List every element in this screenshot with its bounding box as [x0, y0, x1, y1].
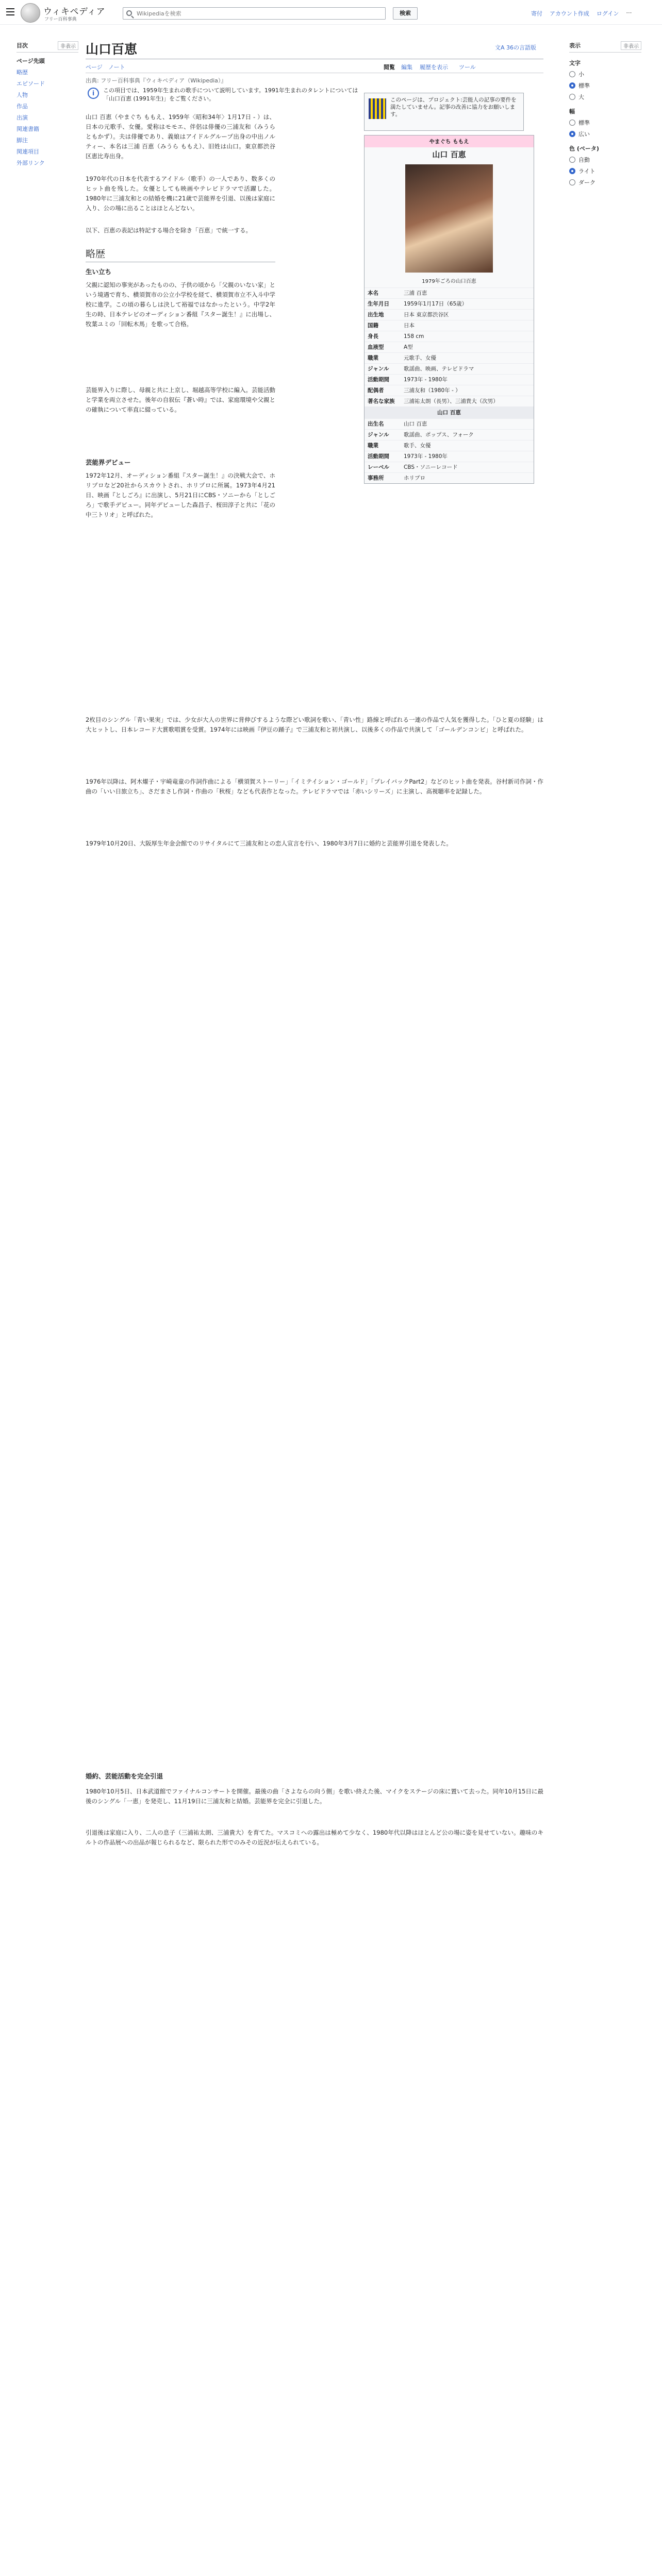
search-icon — [126, 10, 132, 16]
debut-paragraph-3: 1976年以降は、阿木燿子・宇崎竜童の作詞作曲による「横須賀ストーリー」「イミテイション・ゴールド」「プレイバックPart2」などのヒット曲を発表。谷村新司作詞・作曲の「いい日旅立ち」、さだまさし作詞・作曲の「秋桜」なども代表作となった。テレビドラマでは「赤いシリーズ」に主演し、高視聴率を記録した。 — [86, 778, 543, 795]
infobox-row — [365, 363, 534, 374]
site-tagline: フリー百科事典 — [44, 17, 77, 22]
text-size-option-label: 小 — [578, 71, 584, 78]
toc-item[interactable]: 関連項目 — [16, 148, 39, 155]
infobox-row — [365, 287, 534, 298]
infobox-value: 歌謡曲、映画、テレビドラマ — [404, 366, 474, 372]
color-option[interactable] — [569, 156, 641, 164]
infobox-row — [365, 331, 534, 342]
infobox-key: 本名 — [368, 290, 378, 296]
intro-paragraph-2: 1970年代の日本を代表するアイドル（歌手）の一人であり、数多くのヒット曲を残した。女優としても映画やテレビドラマで活躍した。1980年に三浦友和との結婚を機に21歳で芸能界を引退、以後は家庭に入り、公の場に出ることはほとんどない。 — [86, 175, 275, 212]
hatnote-text: この項目では、1959年生まれの歌手について説明しています。1991年生まれのタレントについては「山口百恵 (1991年生)」をご覧ください。 — [103, 87, 358, 102]
site-header — [0, 0, 662, 25]
infobox-key: 出生地 — [368, 312, 384, 318]
text-size-option[interactable] — [569, 93, 641, 101]
infobox-key: 活動期間 — [368, 453, 389, 460]
page-title: 山口百恵 — [86, 42, 138, 57]
infobox-row — [365, 462, 534, 472]
infobox-value: 158 cm — [404, 333, 424, 340]
debut-paragraph-4: 1979年10月20日、大阪厚生年金会館でのリサイタルにて三浦友和との恋人宣言を行い、1980年3月7日に婚約と芸能界引退を発表した。 — [86, 840, 452, 847]
color-label: 色 (ベータ) — [569, 145, 599, 152]
infobox-caption: 1979年ごろの山口百恵 — [422, 279, 476, 284]
width-option[interactable] — [569, 130, 641, 138]
infobox-key: 国籍 — [368, 323, 378, 329]
infobox-key: 職業 — [368, 443, 378, 449]
infobox-row — [365, 429, 534, 440]
infobox-row — [365, 309, 534, 320]
page-tabs — [86, 61, 543, 72]
toc-item[interactable]: 出演 — [16, 114, 28, 121]
heading-text: 芸能界デビュー — [86, 459, 131, 466]
infobox-key: 事務所 — [368, 475, 384, 481]
color-option[interactable] — [569, 167, 641, 175]
infobox-row — [365, 440, 534, 451]
text-size-option[interactable] — [569, 70, 641, 78]
infobox-value: 1959年1月17日（65歳） — [404, 301, 468, 307]
radio-icon[interactable] — [569, 168, 575, 174]
donate-link[interactable]: 寄付 — [531, 10, 542, 17]
infobox-key: 配偶者 — [368, 387, 384, 394]
infobox-row — [365, 396, 534, 406]
radio-icon[interactable] — [569, 94, 575, 100]
debut-paragraph: 1972年12月、オーディション番組『スター誕生！』の決戦大会で、ホリプロなど20社からスカウトされ、ホリプロに所属。1973年4月21日、映画『としごろ』に出演し、5月21日にCBS・ソニーから「としごろ」で歌手デビュー。同年デビューした森昌子、桜田淳子と共に「花の中三トリオ」と呼ばれた。 — [86, 472, 275, 518]
project-notice — [364, 93, 524, 131]
radio-icon[interactable] — [569, 82, 575, 89]
subsection-heading-retire — [86, 1771, 163, 1781]
toc-header — [16, 41, 78, 53]
site-sub: 出典: フリー百科事典『ウィキペディア（Wikipedia）』 — [86, 77, 227, 84]
tab-read[interactable]: 閲覧 — [384, 64, 395, 71]
wikipedia-globe-logo[interactable] — [21, 3, 40, 23]
infobox-key: 著名な家族 — [368, 398, 395, 404]
infobox — [364, 135, 534, 484]
tab-history[interactable]: 履歴を表示 — [420, 64, 448, 71]
infobox-key: 活動期間 — [368, 377, 389, 383]
notice-image — [369, 98, 386, 119]
subsection-heading-debut — [86, 457, 131, 467]
intro-paragraph-3: 以下、百恵の表記は特記する場合を除き「百恵」で統一する。 — [86, 227, 252, 234]
infobox-key: 出生名 — [368, 421, 384, 427]
infobox-value: 日本 東京都渋谷区 — [404, 312, 449, 318]
infobox-value: CBS・ソニーレコード — [404, 464, 458, 470]
infobox-key: レーベル — [368, 464, 389, 470]
early-paragraph-2: 芸能界入りに際し、母親と共に上京し、堀越高等学校に編入。芸能活動と学業を両立させた。後年の自叙伝『蒼い時』では、家庭環境や父親との確執について率直に綴っている。 — [86, 386, 275, 413]
infobox-reading: やまぐち ももえ — [365, 135, 534, 147]
search-button[interactable]: 検索 — [393, 7, 418, 20]
search-box[interactable] — [123, 7, 386, 20]
infobox-row — [365, 320, 534, 331]
heading-text: 婚約、芸能活動を完全引退 — [86, 1772, 163, 1780]
infobox-name: 山口 百恵 — [432, 150, 466, 159]
toc-item[interactable]: エピソード — [16, 80, 45, 87]
infobox-value: ホリプロ — [404, 475, 425, 481]
retire-paragraph-2: 引退後は家庭に入り、二人の息子（三浦祐太朗、三浦貴大）を育てた。マスコミへの露出は極めて少なく、1980年代以降はほとんど公の場に姿を見せていない。趣味のキルトの作品展への出品が報じられるなど、限られた形でのみその近況が伝えられている。 — [86, 1829, 543, 1846]
infobox-value: A型 — [404, 344, 413, 350]
toc-item[interactable]: 略歴 — [16, 69, 28, 76]
infobox-key: ジャンル — [368, 366, 389, 372]
infobox-key: 身長 — [368, 333, 378, 340]
infobox-row — [365, 342, 534, 352]
color-option-label: ライト — [578, 168, 595, 175]
toc-item[interactable]: 関連書籍 — [16, 126, 39, 132]
site-wordmark[interactable]: ウィキペディア — [43, 7, 106, 17]
heading-text: 生い立ち — [86, 268, 112, 276]
text-size-label: 文字 — [569, 60, 581, 66]
radio-icon[interactable] — [569, 120, 575, 126]
appearance-panel — [569, 41, 641, 187]
debut-paragraph-2: 2枚目のシングル「青い果実」では、少女が大人の世界に背伸びするような際どい歌詞を歌い、「青い性」路線と呼ばれる一連の作品で人気を獲得した。「ひと夏の経験」は大ヒットし、日本レコード大賞歌唱賞を受賞。1974年には映画『伊豆の踊子』で三浦友和と初共演し、以後多くの作品で共演して「ゴールデンコンビ」と呼ばれた。 — [86, 716, 543, 733]
language-selector[interactable]: 文A 36の言語版 — [494, 44, 536, 51]
login-link[interactable]: ログイン — [596, 10, 619, 17]
user-tools — [531, 9, 632, 18]
infobox-key: ジャンル — [368, 432, 389, 438]
toc-item[interactable]: ページ先頭 — [16, 58, 45, 64]
infobox-key: 生年月日 — [368, 301, 389, 307]
color-option-label: ダーク — [578, 179, 595, 186]
more-options-icon[interactable]: ⋯ — [626, 9, 632, 16]
appearance-header — [569, 41, 641, 53]
toc-hide-button[interactable]: 非表示 — [58, 41, 78, 50]
toc-title: 目次 — [16, 42, 28, 49]
color-option-label: 自動 — [578, 157, 590, 163]
width-option-label: 標準 — [578, 120, 590, 126]
radio-icon[interactable] — [569, 71, 575, 77]
toc-item[interactable]: 脚注 — [16, 137, 28, 144]
infobox-value: 三浦友和（1980年 - ） — [404, 387, 461, 394]
subsection-heading-early — [86, 267, 111, 276]
text-size-option-label: 大 — [578, 94, 584, 100]
infobox-key: 血液型 — [368, 344, 384, 350]
section-heading-biography — [86, 246, 275, 262]
toc-sidebar — [16, 41, 78, 167]
heading-text: 略歴 — [86, 248, 106, 260]
toc-item[interactable]: 外部リンク — [16, 160, 45, 166]
early-paragraph: 父親に認知の事実があったものの、子供の頃から「父親のいない家」という境遇で育ち、横須賀市の公立小学校を経て、横須賀市立不入斗中学校に進学。この頃の暮らしは決して裕福ではなかったという。中学2年生の時、日本テレビのオーディション番組『スター誕生！』に出場し、牧葉ユミの「回転木馬」を歌って合格。 — [86, 281, 275, 328]
text-size-option-label: 標準 — [578, 82, 590, 89]
infobox-value: 三浦 百恵 — [404, 290, 427, 296]
infobox-row — [365, 472, 534, 483]
infobox-row — [365, 298, 534, 309]
tab-page[interactable]: ページ — [86, 64, 103, 71]
color-option[interactable] — [569, 178, 641, 187]
infobox-value: 山口 百恵 — [404, 421, 427, 427]
appearance-hide-button[interactable]: 非表示 — [621, 41, 641, 50]
infobox-value: 元歌手、女優 — [404, 355, 436, 361]
toc-item[interactable]: 人物 — [16, 92, 28, 98]
infobox-value: 歌手、女優 — [404, 443, 431, 449]
infobox-row — [365, 374, 534, 385]
radio-icon[interactable] — [569, 179, 575, 185]
infobox-row — [365, 418, 534, 429]
tab-tools[interactable]: ツール — [459, 64, 476, 71]
create-account-link[interactable]: アカウント作成 — [550, 10, 589, 17]
menu-icon[interactable] — [6, 8, 14, 15]
tab-talk[interactable]: ノート — [108, 64, 125, 71]
intro-paragraph: 山口 百恵（やまぐち ももえ、1959年〈昭和34年〉1月17日 - ）は、日本の元歌手、女優。愛称はモモエ、伴侶は俳優の三浦友和（みうら ともかず）。夫は俳優であり、義娘はアイドルグループ出身の中出ノルティー、本名は三浦 百恵（みうら ももえ）、旧姓は山口。東京都渋谷区恵比寿出身。 — [86, 113, 275, 160]
infobox-row — [365, 385, 534, 396]
infobox-key: 職業 — [368, 355, 378, 361]
infobox-value: 1973年 - 1980年 — [404, 377, 448, 383]
width-label: 幅 — [569, 108, 575, 115]
width-option-label: 広い — [578, 131, 590, 138]
search-input[interactable] — [135, 8, 351, 19]
infobox-row — [365, 352, 534, 363]
infobox-value: 歌謡曲、ポップス、フォーク — [404, 432, 474, 438]
infobox-value: 三浦祐太朗（長男）、三浦貴大（次男） — [404, 398, 499, 404]
info-icon: i — [88, 88, 99, 99]
radio-icon[interactable] — [569, 157, 575, 163]
infobox-music-header: 山口 百恵 — [365, 406, 534, 418]
retire-paragraph: 1980年10月5日、日本武道館でファイナルコンサートを開催。最後の曲「さよならの向う側」を歌い終えた後、マイクをステージの床に置いて去った。同年10月15日に最後のシングル「一恵」を発売し、11月19日に三浦友和と結婚。芸能界を完全に引退した。 — [86, 1788, 543, 1805]
infobox-photo[interactable] — [405, 164, 493, 273]
infobox-value: 日本 — [404, 323, 415, 329]
width-option[interactable] — [569, 118, 641, 127]
toc-item[interactable]: 作品 — [16, 103, 28, 110]
infobox-row — [365, 451, 534, 462]
tab-edit[interactable]: 編集 — [401, 64, 412, 71]
appearance-title: 表示 — [569, 42, 581, 49]
text-size-option[interactable] — [569, 81, 641, 90]
infobox-value: 1973年 - 1980年 — [404, 453, 448, 460]
radio-icon[interactable] — [569, 131, 575, 137]
notice-text: このページは、プロジェクト:芸能人の記事の要件を満たしていません。記事の改善に協力をお願いします。 — [390, 97, 517, 117]
